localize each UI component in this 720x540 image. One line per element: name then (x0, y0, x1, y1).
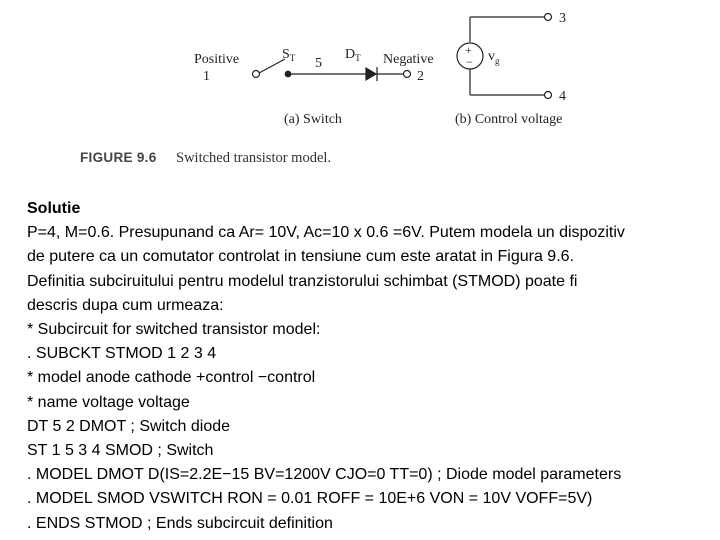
minus-sign: − (466, 55, 473, 69)
node3-terminal (545, 14, 552, 21)
text-line: Definitia subciruitului pentru modelul tranzistorului schimbat (STMOD) poate fi (27, 272, 578, 290)
switched-transistor-figure (0, 0, 720, 180)
diode-symbol (366, 68, 376, 80)
switch-sublabel: (a) Switch (284, 112, 342, 127)
positive-label: Positive (194, 52, 240, 67)
text-line: DT 5 2 DMOT ; Switch diode (27, 417, 231, 435)
plus-sign: + (465, 43, 472, 57)
text-line: . MODEL SMOD VSWITCH RON = 0.01 ROFF = 10E+6 VON = 10V VOFF=5V) (27, 490, 593, 508)
node5-label: 5 (315, 56, 322, 71)
node2-label: 2 (417, 69, 424, 84)
text-line: P=4, M=0.6. Presupunand ca Ar= 10V, Ac=10 x 0.6 =6V. Putem modela un dispozitiv (27, 224, 625, 242)
text-line: de putere ca un comutator controlat in tensiune cum este aratat in Figura 9.6. (27, 248, 574, 266)
text-line: ST 1 5 3 4 SMOD ; Switch (27, 442, 214, 460)
text-line: . MODEL DMOT D(IS=2.2E−15 BV=1200V CJO=0 TT=0) ; Diode model parameters (27, 466, 622, 484)
node1-label: 1 (203, 69, 210, 84)
node1-terminal (253, 71, 260, 78)
switch-label: $S_T$ (282, 47, 296, 63)
node2-terminal (404, 71, 411, 78)
control-sublabel: (b) Control voltage (455, 112, 563, 127)
solution-text (27, 197, 717, 536)
node4-terminal (545, 92, 552, 99)
node4-label: 4 (559, 89, 566, 104)
node3-label: 3 (559, 11, 566, 26)
figure-caption-text: Switched transistor model. (176, 150, 332, 166)
text-line: * Subcircuit for switched transistor model: (27, 321, 321, 339)
text-line: * model anode cathode +control −control (27, 369, 316, 387)
solution-heading: Solutie (27, 200, 81, 217)
figure-caption-label: FIGURE 9.6 (80, 150, 157, 165)
text-line: . ENDS STMOD ; Ends subcircuit definition (27, 514, 333, 532)
text-line: * name voltage voltage (27, 393, 190, 411)
text-line: . SUBCKT STMOD 1 2 3 4 (27, 345, 217, 363)
text-line: descris dupa cum urmeaza: (27, 296, 224, 314)
source-label: $v_g$ (488, 49, 500, 66)
negative-label: Negative (383, 52, 434, 67)
diode-label: $D_T$ (345, 47, 361, 63)
